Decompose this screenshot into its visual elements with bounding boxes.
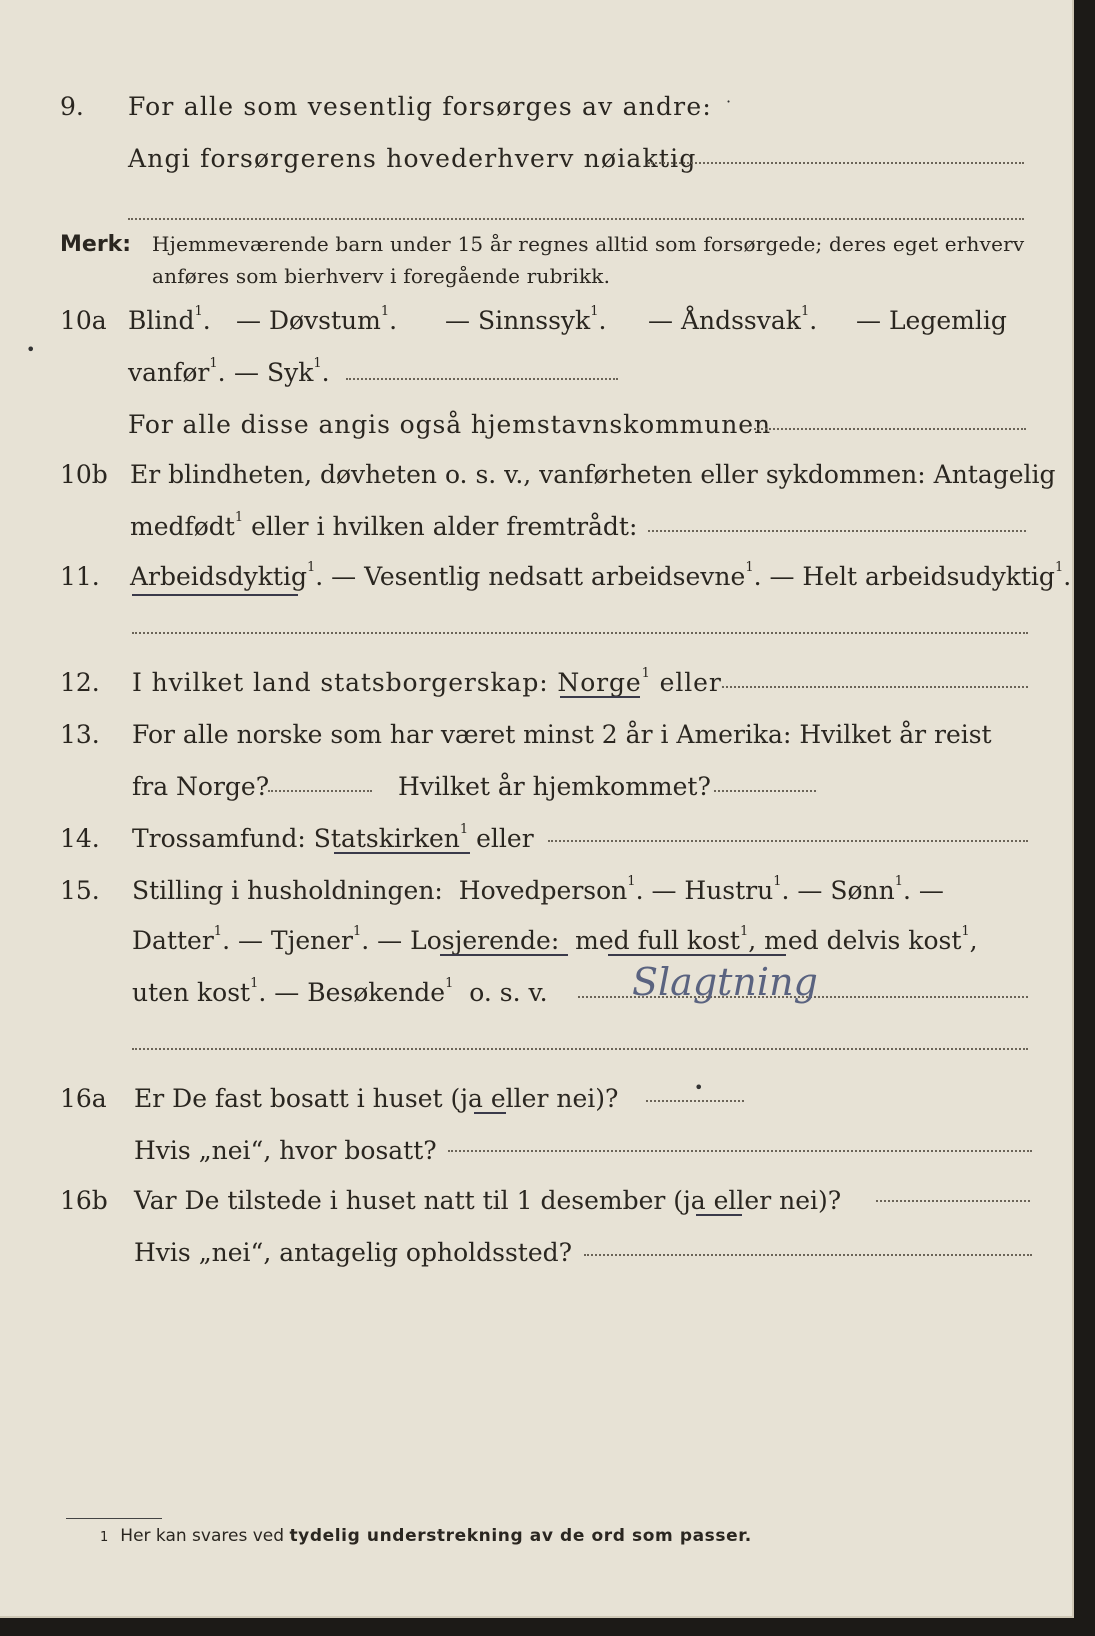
q15-full-kost-underline xyxy=(608,954,786,956)
q12-number: 12. xyxy=(60,668,100,697)
q11-arbeidsdyktig[interactable]: Arbeidsdyktig xyxy=(130,562,307,591)
q10b-answer-line[interactable] xyxy=(648,530,1026,532)
q10a-number: 10a xyxy=(60,306,107,335)
q11-line: Arbeidsdyktig$^1$. — Vesentlig nedsatt arbeidsevne$^1$. — Helt arbeidsudyktig$^1$. xyxy=(130,560,1072,591)
q15-losjerende-underline xyxy=(440,954,568,956)
footnote-rule xyxy=(66,1518,162,1519)
q10a-andssvak: — Åndssvak$^1$. xyxy=(648,304,818,335)
q16a-line2: Hvis „nei“, hvor bosatt? xyxy=(134,1136,437,1165)
q16a-number: 16a xyxy=(60,1084,107,1113)
q16b-opholdssted-line[interactable] xyxy=(584,1254,1032,1256)
q16a-bosatt-line[interactable] xyxy=(448,1150,1032,1152)
q9-line2: Angi forsørgerens hovederhverv nøiaktig xyxy=(128,144,697,173)
q13-line1: For alle norske som har været minst 2 år i Amerika: Hvilket år reist xyxy=(132,720,992,749)
q9-number: 9. xyxy=(60,92,84,121)
q13-fra-norge: fra Norge? xyxy=(132,772,270,801)
q16b-number: 16b xyxy=(60,1186,108,1215)
q14-number: 14. xyxy=(60,824,100,853)
q12-norge[interactable]: Norge xyxy=(557,668,642,697)
q15-med-full-kost[interactable]: med full kost xyxy=(575,926,740,955)
q16a-ja[interactable]: ja xyxy=(460,1084,483,1113)
merk-line2: anføres som bierhverv i foregående rubrikk. xyxy=(152,264,611,288)
q10a-sinnssyk: — Sinnssyk$^1$. xyxy=(445,304,607,335)
q16b-line2: Hvis „nei“, antagelig opholdssted? xyxy=(134,1238,573,1267)
q10a-answer-line[interactable] xyxy=(346,378,618,380)
q12-answer-line[interactable] xyxy=(722,686,1028,688)
q14-handwritten-underline xyxy=(334,852,470,854)
q9-answer-line-2[interactable] xyxy=(128,218,1024,220)
q12-handwritten-underline xyxy=(560,696,640,698)
q10b-line1: Er blindheten, døvheten o. s. v., vanførheten eller sykdommen: Antagelig xyxy=(130,460,1056,489)
ink-speck: • xyxy=(694,1078,704,1097)
q14-statskirken[interactable]: Statskirken xyxy=(313,824,460,853)
q15-answer-line-2[interactable] xyxy=(132,1048,1028,1050)
q15-line2: Datter$^1$. — Tjener$^1$. — Losjerende: med full kost$^1$, med delvis kost$^1$, xyxy=(132,924,978,955)
q16a-ja-underline xyxy=(474,1112,506,1114)
ink-speck: · xyxy=(726,92,732,111)
merk-label: Merk: xyxy=(60,232,132,257)
q16b-ja[interactable]: ja xyxy=(683,1186,706,1215)
merk-line1: Hjemmeværende barn under 15 år regnes alltid som forsørgede; deres eget erhverv xyxy=(152,232,1025,256)
q16b-line1: Var De tilstede i huset natt til 1 desember (ja eller nei)? xyxy=(134,1186,842,1215)
q10a-blind: Blind$^1$. xyxy=(128,304,211,335)
q15-line1: Stilling i husholdningen: Hovedperson$^1$. — Hustru$^1$. — Sønn$^1$. — xyxy=(132,874,944,905)
q13-hjemkommet: Hvilket år hjemkommet? xyxy=(398,772,711,801)
q10a-line3: For alle disse angis også hjemstavnskommunen xyxy=(128,410,771,439)
q10a-vanfor: vanfør$^1$. xyxy=(128,356,226,387)
q10a-legemlig: — Legemlig xyxy=(856,306,1007,335)
q15-handwritten-answer: Slagtning xyxy=(632,960,818,1004)
q9-answer-line[interactable] xyxy=(648,162,1024,164)
q14-line: Trossamfund: Statskirken$^1$ eller xyxy=(132,822,534,853)
q15-losjerende[interactable]: Losjerende xyxy=(410,926,551,955)
q11-answer-line[interactable] xyxy=(132,632,1028,634)
q11-number: 11. xyxy=(60,562,100,591)
q9-line1: For alle som vesentlig forsørges av andre: xyxy=(128,92,712,121)
q10b-line2: medfødt$^1$ eller i hvilken alder fremtrådt: xyxy=(130,510,638,541)
q13-reist-line[interactable] xyxy=(268,790,372,792)
q10a-syk: — Syk$^1$. xyxy=(234,356,330,387)
q13-number: 13. xyxy=(60,720,100,749)
q11-handwritten-underline xyxy=(132,594,298,596)
q15-line3: uten kost$^1$. — Besøkende$^1$ o. s. v. xyxy=(132,976,548,1007)
q16b-answer-line[interactable] xyxy=(876,1200,1030,1202)
q13-hjem-line[interactable] xyxy=(714,790,816,792)
footnote: 1 Her kan svares ved tydelig understrekning av de ord som passer. xyxy=(100,1526,752,1546)
q10a-dovstum: — Døvstum$^1$. xyxy=(236,304,398,335)
q16b-ja-underline xyxy=(696,1214,742,1216)
ink-speck: • xyxy=(26,340,36,359)
q16a-answer-line[interactable] xyxy=(646,1100,744,1102)
q15-number: 15. xyxy=(60,876,100,905)
q10a-kommune-line[interactable] xyxy=(754,428,1026,430)
q16a-line1: Er De fast bosatt i huset (ja eller nei)? xyxy=(134,1084,619,1113)
q14-answer-line[interactable] xyxy=(548,840,1028,842)
q12-line: I hvilket land statsborgerskap: Norge$^1$ eller xyxy=(132,666,722,697)
q10b-number: 10b xyxy=(60,460,108,489)
